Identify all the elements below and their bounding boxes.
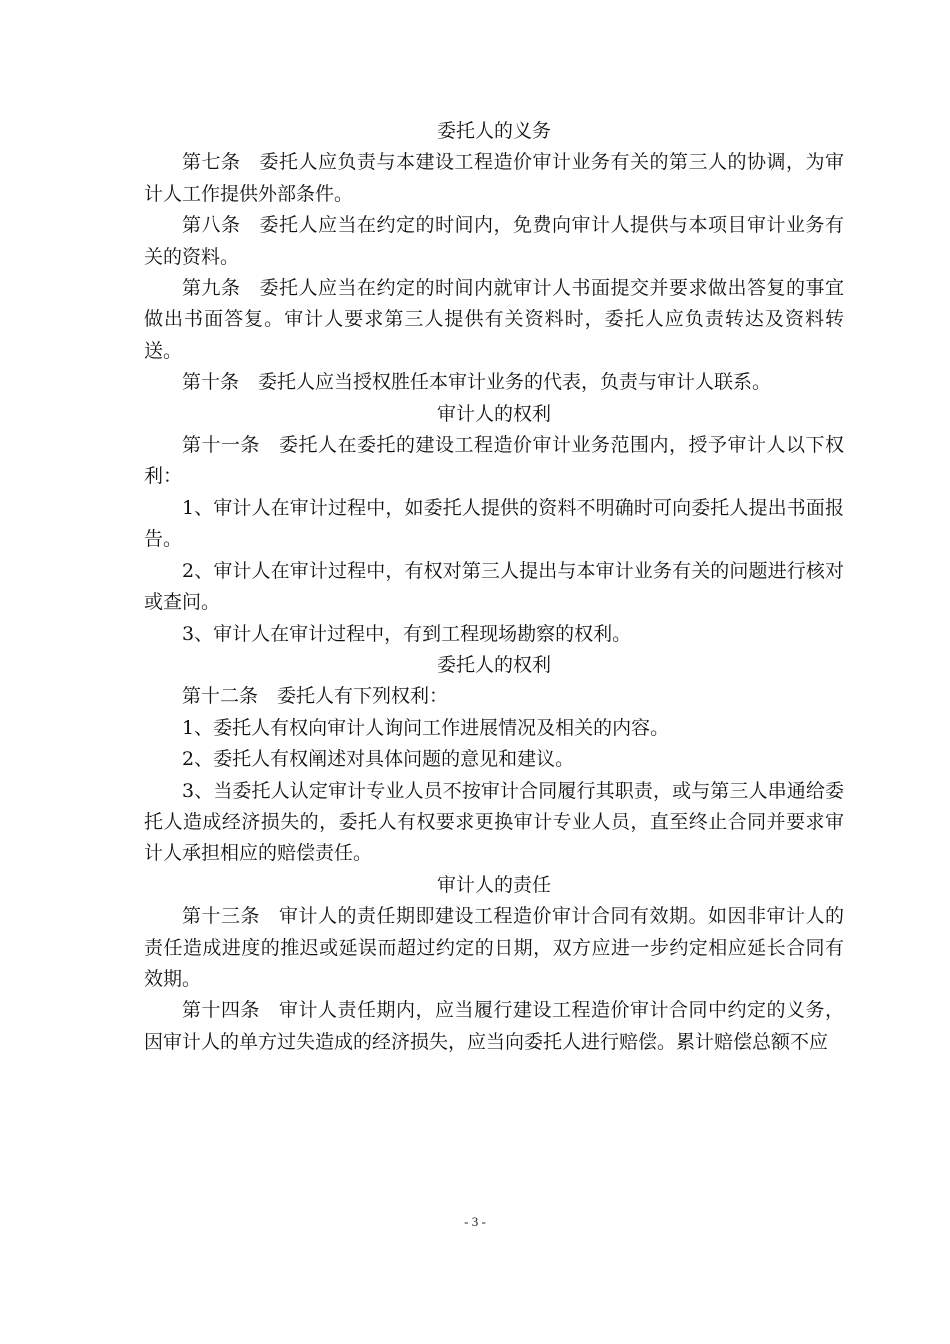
list-item: 1、委托人有权向审计人询问工作进展情况及相关的内容。: [182, 716, 670, 739]
article-14: [144, 995, 844, 1058]
section-heading-auditor-liability: 审计人的责任: [436, 873, 551, 896]
article-label: 第十条: [182, 371, 240, 394]
article-label: 第十一条: [182, 434, 260, 457]
list-item: 2、审计人在审计过程中，有权对第三人提出与本审计业务有关的问题进行核对或查问。: [144, 559, 844, 614]
article-12: [144, 681, 844, 712]
article-label: 第十四条: [182, 999, 260, 1022]
article-label: 第八条: [182, 214, 241, 237]
list-item: 1、审计人在审计过程中，如委托人提供的资料不明确时可向委托人提出书面报告。: [144, 496, 844, 551]
list-item: 3、审计人在审计过程中，有到工程现场勘察的权利。: [182, 622, 632, 645]
article-label: 第十二条: [182, 685, 259, 708]
article-text: 委托人应负责与本建设工程造价审计业务有关的第三人的协调，为审计人工作提供外部条件。: [144, 151, 844, 205]
article-11: [144, 430, 844, 493]
article-8: [144, 210, 844, 273]
page-number: - 3 -: [464, 1214, 486, 1229]
article-text: 委托人在委托的建设工程造价审计业务范围内，授予审计人以下权利：: [144, 434, 844, 488]
article-label: 第七条: [182, 151, 241, 174]
article-text: 审计人责任期内，应当履行建设工程造价审计合同中约定的义务，因审计人的单方过失造成的经济损失，应当向委托人进行赔偿。累计赔偿总额不应: [144, 999, 844, 1053]
section-heading-client-obligations: 委托人的义务: [436, 120, 551, 142]
article-7: [144, 147, 844, 210]
article-text: 委托人有下列权利：: [277, 685, 449, 708]
list-item: 3、当委托人认定审计专业人员不按审计合同履行其职责，或与第三人串通给委托人造成经济损失的，委托人有权要求更换审计专业人员，直至终止合同并要求审计人承担相应的赔偿责任。: [144, 779, 844, 865]
article-label: 第九条: [182, 277, 241, 300]
article-text: 委托人应当授权胜任本审计业务的代表，负责与审计人联系。: [258, 371, 772, 394]
article-13: [144, 901, 844, 995]
section-heading-client-rights: 委托人的权利: [436, 653, 551, 676]
article-10: [144, 367, 844, 398]
article-9: [144, 273, 844, 367]
document-body: [144, 116, 844, 1058]
list-item: 2、委托人有权阐述对具体问题的意见和建议。: [182, 748, 575, 771]
article-text: 审计人的责任期即建设工程造价审计合同有效期。如因非审计人的责任造成进度的推迟或延误而超过约定的日期，双方应进一步约定相应延长合同有效期。: [144, 905, 844, 990]
article-text: 委托人应当在约定的时间内就审计人书面提交并要求做出答复的事宜做出书面答复。审计人要求第三人提供有关资料时，委托人应负责转达及资料转送。: [144, 277, 844, 362]
article-text: 委托人应当在约定的时间内，免费向审计人提供与本项目审计业务有关的资料。: [144, 214, 844, 268]
article-label: 第十三条: [182, 905, 260, 928]
section-heading-auditor-rights: 审计人的权利: [436, 402, 551, 425]
